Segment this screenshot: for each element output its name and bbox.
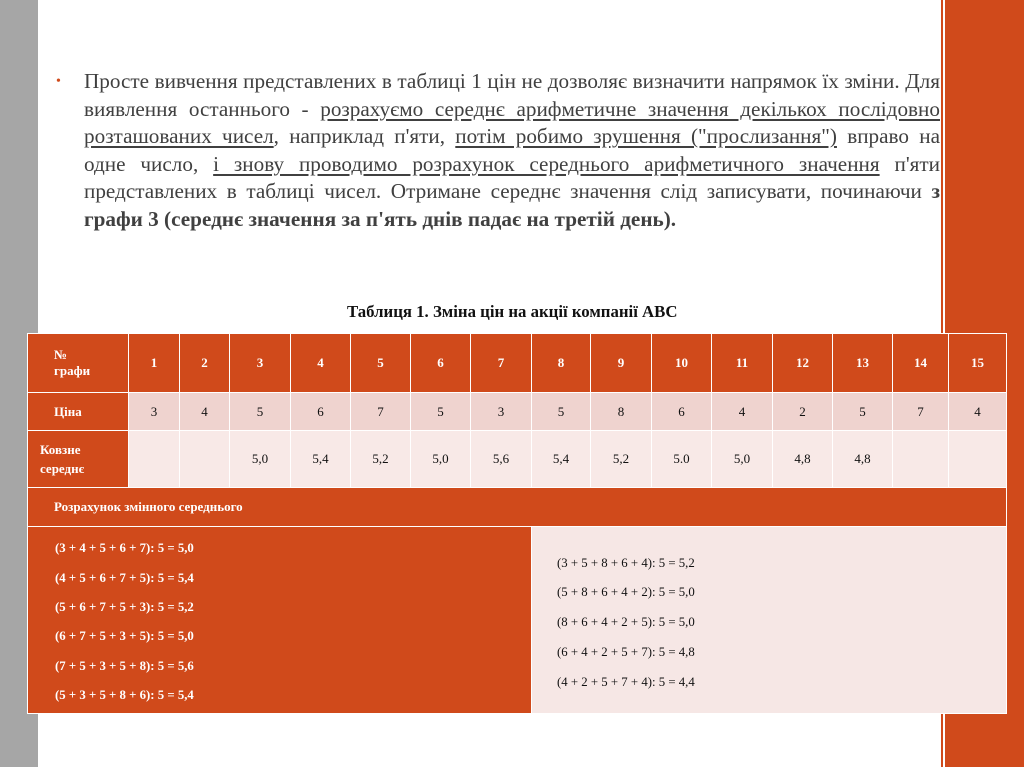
header-cell: 9 [591,334,652,393]
calc-right-line: (8 + 6 + 4 + 2 + 5): 5 = 5,0 [557,615,695,629]
calc-right-line: (6 + 4 + 2 + 5 + 7): 5 = 4,8 [557,645,695,659]
bullet-icon: • [56,74,61,89]
header-label-line2: графи [54,363,91,378]
para-text-8: з графи 3 (середнє значення за п'ять днів падає на третій день). [84,179,940,231]
price-cell: 2 [773,393,833,431]
price-table [27,333,1007,714]
ma-cell [129,431,180,488]
body-paragraph [56,68,941,234]
header-cell: 4 [291,334,351,393]
ma-label-line1: Ковзне [40,442,81,457]
ma-cell: 4,8 [773,431,833,488]
calc-left-line: (5 + 3 + 5 + 8 + 6): 5 = 5,4 [55,688,194,702]
price-cell: 5 [411,393,471,431]
header-cell: 2 [180,334,230,393]
header-label-cell [28,334,129,393]
ma-cell: 5,2 [351,431,411,488]
ma-cell: 5,0 [411,431,471,488]
header-cell: 7 [471,334,532,393]
header-cell: 11 [712,334,773,393]
ma-cell: 5,4 [532,431,591,488]
price-label-cell: Ціна [28,393,129,431]
calc-left-line: (6 + 7 + 5 + 3 + 5): 5 = 5,0 [55,629,194,643]
ma-cell [893,431,949,488]
header-cell: 5 [351,334,411,393]
price-cell: 6 [652,393,712,431]
header-cell: 10 [652,334,712,393]
para-text-3: , наприклад п'яти, [273,124,456,149]
ma-cell [180,431,230,488]
header-label-line1: № [54,347,68,362]
calc-left-line: (5 + 6 + 7 + 5 + 3): 5 = 5,2 [55,600,194,614]
price-cell: 7 [893,393,949,431]
header-cell: 3 [230,334,291,393]
price-cell: 3 [471,393,532,431]
para-text-2: розрахуємо середнє арифметичне значення декількох послідовно розташованих чисел [84,96,940,149]
price-cell: 5 [833,393,893,431]
header-row [28,334,1007,393]
header-cell: 8 [532,334,591,393]
ma-cell [949,431,1007,488]
section-label: Розрахунок змінного середнього [28,488,1007,527]
ma-label-line2: середнє [40,461,85,476]
price-cell: 5 [230,393,291,431]
price-cell: 3 [129,393,180,431]
price-cell: 6 [291,393,351,431]
header-cell: 1 [129,334,180,393]
price-cell: 4 [949,393,1007,431]
calc-right-line: (3 + 5 + 8 + 6 + 4): 5 = 5,2 [557,556,695,570]
header-cell: 15 [949,334,1007,393]
calc-right-line: (4 + 2 + 5 + 7 + 4): 5 = 4,4 [557,675,695,689]
ma-cell: 5,0 [230,431,291,488]
section-row [28,488,1007,527]
calc-right-line: (5 + 8 + 6 + 4 + 2): 5 = 5,0 [557,585,695,599]
price-row [28,393,1007,431]
ma-cell: 5,6 [471,431,532,488]
price-cell: 8 [591,393,652,431]
para-text-4: потім робимо зрушення ("прослизання") [455,124,837,149]
ma-label-cell [28,431,129,488]
ma-cell: 5,2 [591,431,652,488]
para-text-6: і знову проводимо розрахунок середнього арифметичного значення [213,151,880,176]
header-cell: 12 [773,334,833,393]
table-caption: Таблиця 1. Зміна цін на акції компанії АВС [347,302,678,321]
ma-cell: 5,0 [712,431,773,488]
price-cell: 4 [180,393,230,431]
calc-left-line: (3 + 4 + 5 + 6 + 7): 5 = 5,0 [55,541,194,555]
calc-left-line: (4 + 5 + 6 + 7 + 5): 5 = 5,4 [55,571,194,585]
header-cell: 14 [893,334,949,393]
header-cell: 6 [411,334,471,393]
ma-cell: 5,4 [291,431,351,488]
price-cell: 4 [712,393,773,431]
para-text-5: вправо на одне число, [84,124,940,176]
para-text-1: Просте вивчення представлених в таблиці 1 цін не дозволяє визначити напрямок їх зміни. Для виявлення останнього - [84,69,940,121]
price-cell: 7 [351,393,411,431]
calc-left-line: (7 + 5 + 3 + 5 + 8): 5 = 5,6 [55,659,194,673]
moving-average-row [28,431,1007,488]
para-text-7: п'яти представлених в таблиці чисел. Отримане середнє значення слід записувати, починаючи [84,151,941,204]
ma-cell: 5.0 [652,431,712,488]
price-cell: 5 [532,393,591,431]
ma-cell: 4,8 [833,431,893,488]
header-cell: 13 [833,334,893,393]
